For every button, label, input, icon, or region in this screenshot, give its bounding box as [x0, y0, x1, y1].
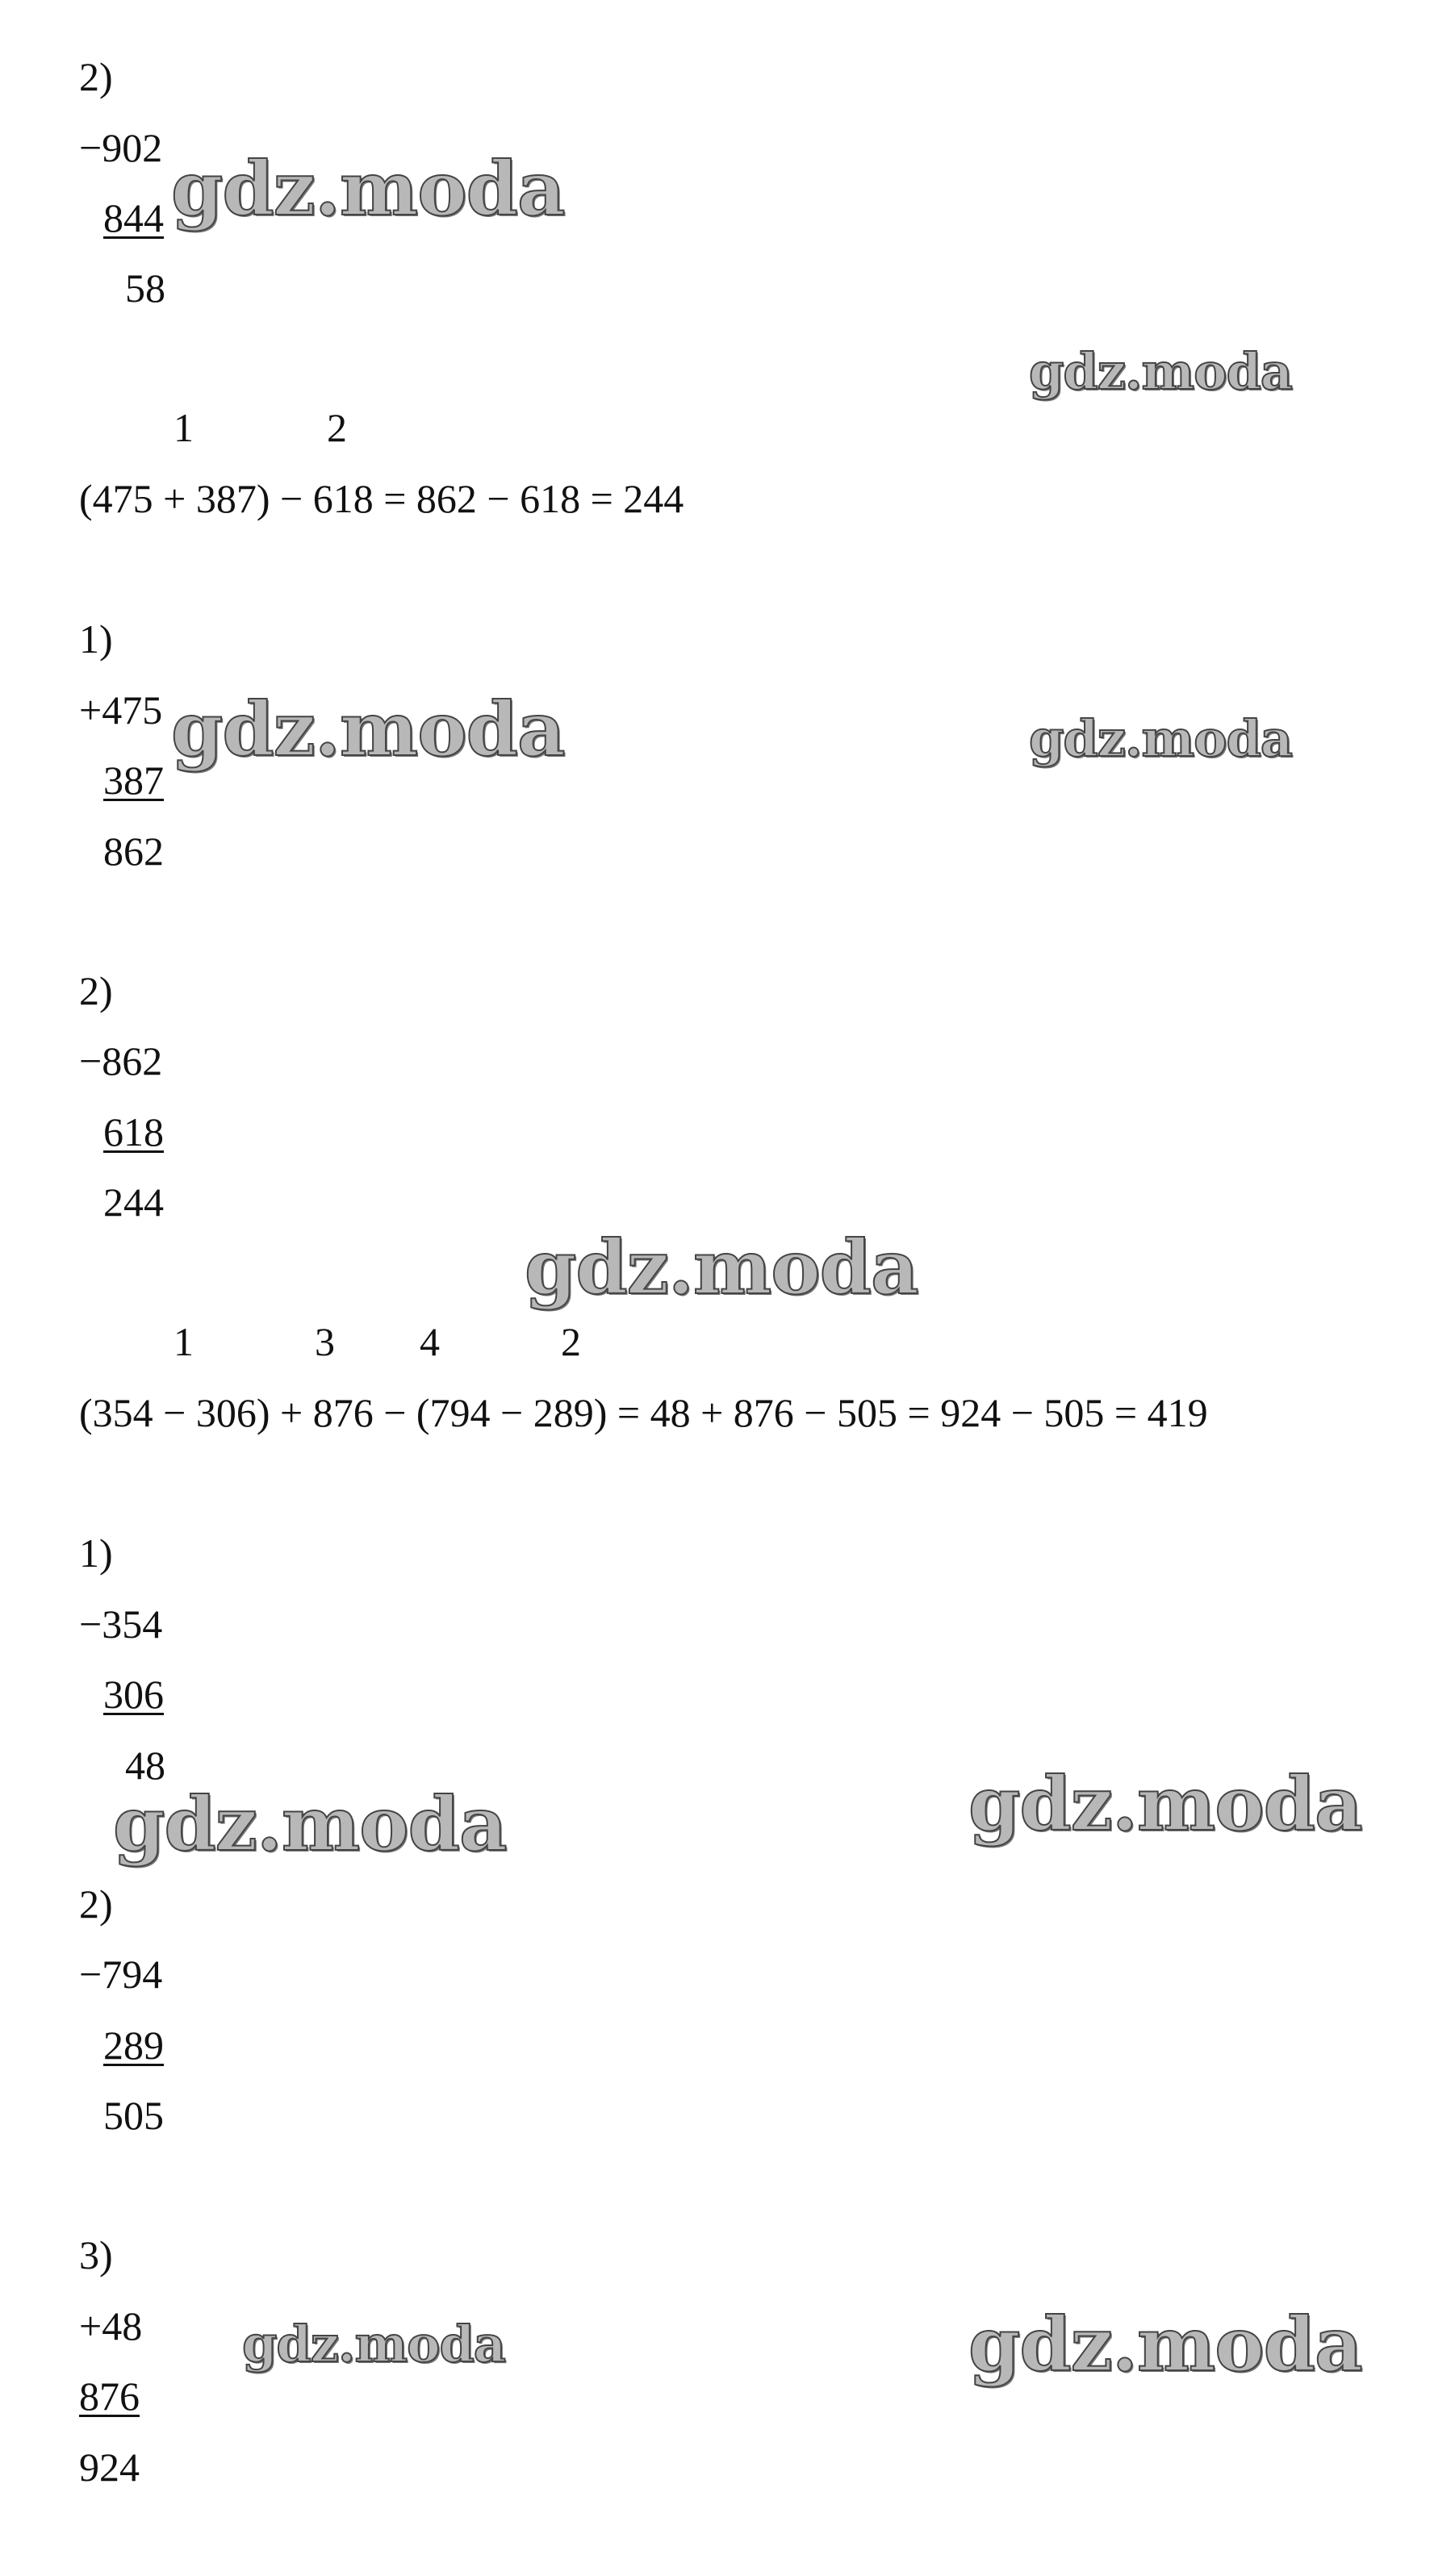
step-label: 2): [79, 1881, 113, 1927]
order-number: 2: [561, 1319, 581, 1364]
watermark: gdz.moda: [171, 145, 565, 232]
order-number: 2: [327, 405, 347, 450]
order-number: 3: [315, 1319, 335, 1364]
difference: 58: [125, 265, 165, 311]
watermark: gdz.moda: [1029, 342, 1292, 401]
minuend: −862: [79, 1038, 163, 1083]
difference: 48: [125, 1743, 165, 1788]
subtrahend: 289: [103, 2023, 164, 2068]
addend: 876: [79, 2374, 140, 2419]
addend: +475: [79, 687, 163, 733]
watermark: gdz.moda: [171, 686, 565, 773]
difference: 244: [103, 1179, 164, 1225]
order-number: 1: [174, 1319, 194, 1364]
watermark: gdz.moda: [968, 1760, 1362, 1847]
sum: 862: [103, 829, 164, 874]
watermark: gdz.moda: [968, 2301, 1362, 2388]
expression: (475 + 387) − 618 = 862 − 618 = 244: [79, 476, 684, 521]
subtrahend: 618: [103, 1109, 164, 1154]
addend: 387: [103, 758, 164, 803]
minuend: −354: [79, 1601, 163, 1647]
step-label: 3): [79, 2232, 113, 2277]
subtrahend: 306: [103, 1672, 164, 1717]
sum: 924: [79, 2444, 140, 2490]
difference: 505: [103, 2093, 164, 2138]
step-label: 1): [79, 616, 113, 662]
watermark: gdz.moda: [242, 2315, 505, 2374]
order-number: 1: [174, 405, 194, 450]
watermark: gdz.moda: [113, 1781, 507, 1868]
order-number: 4: [420, 1319, 440, 1364]
step-label: 1): [79, 1530, 113, 1576]
minuend: −794: [79, 1952, 163, 1997]
addend: +48: [79, 2303, 143, 2348]
expression: (354 − 306) + 876 − (794 − 289) = 48 + 876 − 505 = 924 − 505 = 419: [79, 1390, 1208, 1435]
watermark: gdz.moda: [525, 1224, 918, 1311]
watermark: gdz.moda: [1029, 709, 1292, 768]
subtrahend: 844: [103, 195, 164, 240]
minuend: −902: [79, 125, 163, 170]
step-label: 2): [79, 968, 113, 1013]
step-label: 2): [79, 54, 113, 99]
